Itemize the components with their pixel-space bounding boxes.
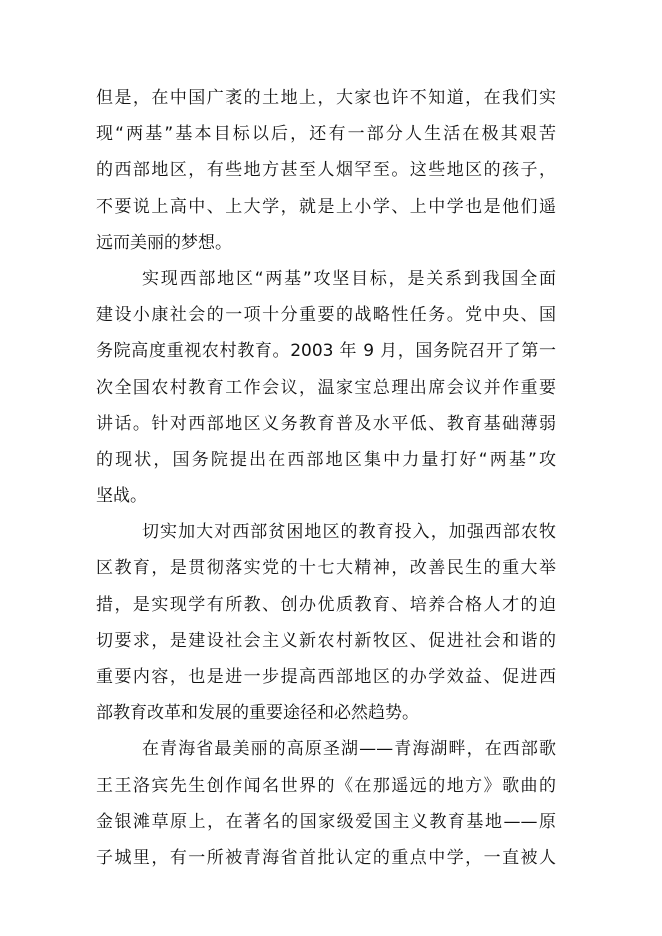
text-line: 现“两基”基本目标以后，还有一部分人生活在极其艰苦 xyxy=(96,124,556,145)
text-line: 不要说上高中、上大学，就是上小学、上中学也是他们遥 xyxy=(96,196,556,217)
text-line: 子城里，有一所被青海省首批认定的重点中学，一直被人 xyxy=(96,847,556,868)
text-line: 切实加大对西部贫困地区的教育投入，加强西部农牧 xyxy=(142,522,556,543)
text-line: 切要求，是建设社会主义新农村新牧区、促进社会和谐的 xyxy=(96,630,556,651)
text-line: 的现状，国务院提出在西部地区集中力量打好“两基”攻 xyxy=(96,449,556,470)
text-line: 在青海省最美丽的高原圣湖——青海湖畔，在西部歌 xyxy=(142,739,556,760)
text-line: 重要内容，也是进一步提高西部地区的办学效益、促进西 xyxy=(96,667,556,687)
text-line: 金银滩草原上，在著名的国家级爱国主义教育基地——原 xyxy=(96,811,556,832)
document-body xyxy=(96,80,556,876)
text-line: 讲话。针对西部地区义务教育普及水平低、教育基础薄弱 xyxy=(96,413,556,434)
text-line: 务院高度重视农村教育。2003 年 9 月，国务院召开了第一 xyxy=(96,341,556,362)
text-line: 区教育，是贯彻落实党的十七大精神，改善民生的重大举 xyxy=(96,558,556,579)
text-line: 王王洛宾先生创作闻名世界的《在那遥远的地方》歌曲的 xyxy=(96,775,556,796)
text-line: 的西部地区，有些地方甚至人烟罕至。这些地区的孩子， xyxy=(96,160,556,181)
text-line: 措，是实现学有所教、创办优质教育、培养合格人才的迫 xyxy=(96,594,556,615)
text-line: 实现西部地区“两基”攻坚目标，是关系到我国全面 xyxy=(142,268,556,289)
text-line: 但是，在中国广袤的土地上，大家也许不知道，在我们实 xyxy=(96,88,556,108)
text-line: 部教育改革和发展的重要途径和必然趋势。 xyxy=(96,703,419,724)
text-line: 建设小康社会的一项十分重要的战略性任务。党中央、国 xyxy=(96,305,556,326)
text-line: 次全国农村教育工作会议，温家宝总理出席会议并作重要 xyxy=(96,377,556,398)
text-line: 坚战。 xyxy=(96,486,147,507)
text-line: 远而美丽的梦想。 xyxy=(96,232,232,253)
